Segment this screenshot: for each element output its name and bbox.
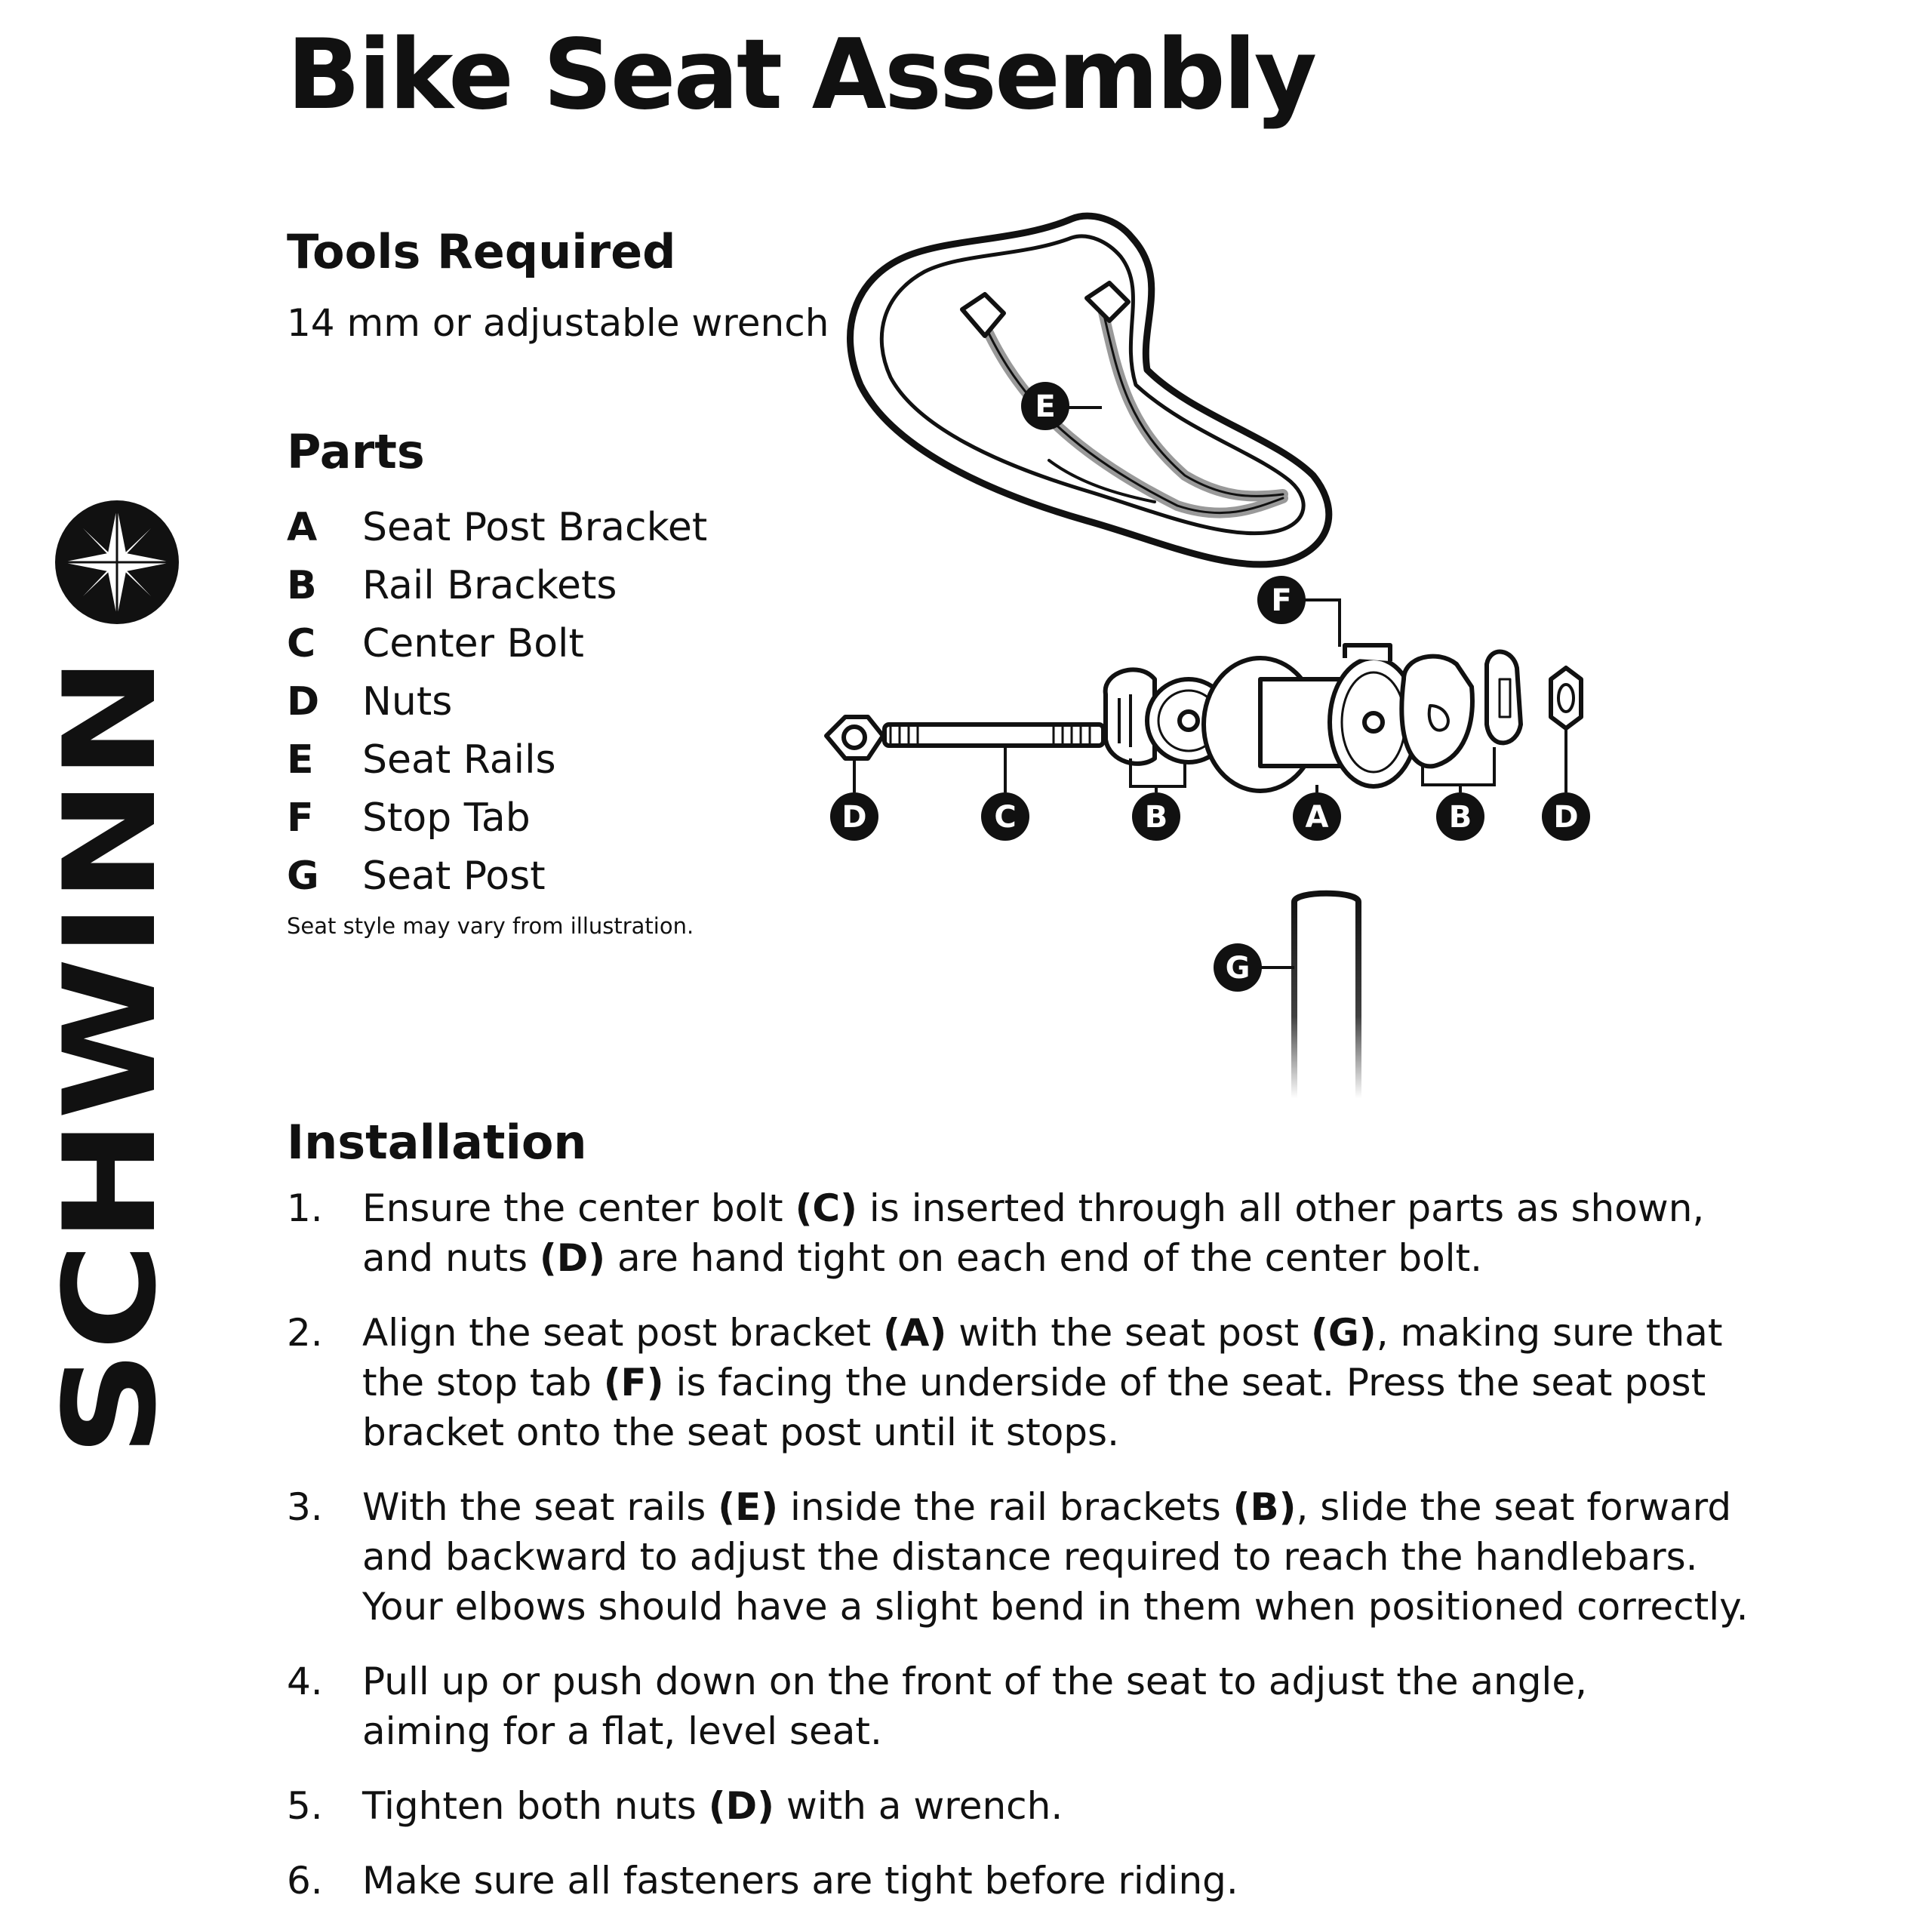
step-number: 6. (287, 1859, 323, 1903)
parts-heading: Parts (287, 424, 425, 479)
parts-list-item (287, 614, 707, 672)
part-letter: C (287, 620, 316, 666)
installation-step (287, 1482, 1796, 1632)
parts-note: Seat style may vary from illustration. (287, 913, 694, 939)
part-letter: G (287, 853, 319, 899)
step-text: Pull up or push down on the front of the seat to adjust the angle, aiming for a flat, level seat. (362, 1660, 1587, 1753)
part-reference: (D) (708, 1784, 774, 1828)
step-text: Ensure the center bolt (C) is inserted through all other parts as shown, and nuts (D) are hand tight on each end of the center bolt. (362, 1186, 1705, 1280)
step-text: Align the seat post bracket (A) with the seat post (G), making sure that the stop tab (F) is facing the underside of the seat. Press the seat post bracket onto the seat post until it stops. (362, 1311, 1723, 1454)
svg-text:D: D (1553, 800, 1579, 835)
step-number: 2. (287, 1311, 323, 1355)
brand-wordmark (36, 657, 184, 1457)
callout-d-right (1542, 792, 1590, 841)
hardware-illustration (826, 645, 1581, 791)
callout-d-left (830, 792, 878, 841)
svg-text:C: C (994, 800, 1017, 835)
installation-step (287, 1781, 1796, 1831)
compass-star-emblem-icon (53, 498, 181, 626)
step-number: 4. (287, 1660, 323, 1703)
callout-g (1214, 943, 1262, 992)
part-letter: A (287, 504, 318, 550)
svg-text:B: B (1448, 800, 1472, 835)
part-reference: (D) (539, 1236, 606, 1280)
part-reference: (E) (718, 1485, 779, 1529)
parts-list-item (287, 847, 707, 905)
part-letter: E (287, 737, 314, 783)
step-text: Make sure all fasteners are tight before riding. (362, 1859, 1238, 1903)
step-text: With the seat rails (E) inside the rail brackets (B), slide the seat forward and backward to adjust the distance required to reach the handlebars. Your elbows should have a slight bend in them when positioned correctly. (362, 1485, 1749, 1629)
part-name: Center Bolt (362, 620, 584, 666)
part-reference: (A) (882, 1311, 947, 1355)
step-number: 1. (287, 1186, 323, 1230)
part-name: Seat Post (362, 853, 546, 899)
svg-text:D: D (841, 800, 867, 835)
callout-b-right (1436, 792, 1484, 841)
parts-list (287, 498, 707, 905)
parts-list-item (287, 672, 707, 731)
svg-text:B: B (1144, 800, 1168, 835)
part-reference: (G) (1311, 1311, 1377, 1355)
step-text: Tighten both nuts (D) with a wrench. (362, 1784, 1063, 1828)
part-reference: (F) (603, 1361, 664, 1404)
stop-tab (1345, 645, 1390, 661)
part-name: Seat Rails (362, 737, 556, 783)
part-reference: (C) (795, 1186, 857, 1230)
tools-heading: Tools Required (287, 224, 676, 279)
parts-list-item (287, 789, 707, 847)
step-number: 5. (287, 1784, 323, 1828)
brand-logo (36, 498, 184, 1457)
svg-text:A: A (1305, 800, 1329, 835)
part-name: Nuts (362, 678, 453, 724)
seat-illustration (851, 216, 1329, 565)
installation-heading: Installation (287, 1115, 587, 1170)
installation-step (287, 1657, 1796, 1756)
parts-list-item (287, 731, 707, 789)
part-name: Seat Post Bracket (362, 504, 708, 550)
part-letter: B (287, 562, 317, 608)
step-number: 3. (287, 1485, 323, 1529)
callout-b-left (1132, 792, 1180, 841)
part-name: Rail Brackets (362, 562, 617, 608)
callout-a (1293, 792, 1341, 841)
parts-list-item (287, 556, 707, 614)
parts-list-item (287, 498, 707, 556)
callout-e (1021, 382, 1069, 430)
brand-name: SCHWINN (36, 767, 184, 1457)
part-letter: F (287, 795, 314, 841)
page-title: Bike Seat Assembly (287, 19, 1315, 131)
svg-text:F: F (1271, 583, 1292, 618)
callout-c (981, 792, 1029, 841)
installation-step (287, 1183, 1796, 1283)
installation-step (287, 1856, 1796, 1906)
installation-step (287, 1308, 1796, 1457)
installation-steps (287, 1183, 1796, 1930)
part-name: Stop Tab (362, 795, 531, 841)
callout-f (1257, 576, 1306, 624)
seat-assembly-diagram (830, 196, 1630, 1102)
tools-text: 14 mm or adjustable wrench (287, 301, 829, 345)
seat-post-illustration (1294, 894, 1358, 1098)
part-letter: D (287, 678, 320, 724)
part-reference: (B) (1232, 1485, 1297, 1529)
svg-text:G: G (1225, 951, 1251, 986)
svg-text:E: E (1035, 389, 1056, 424)
